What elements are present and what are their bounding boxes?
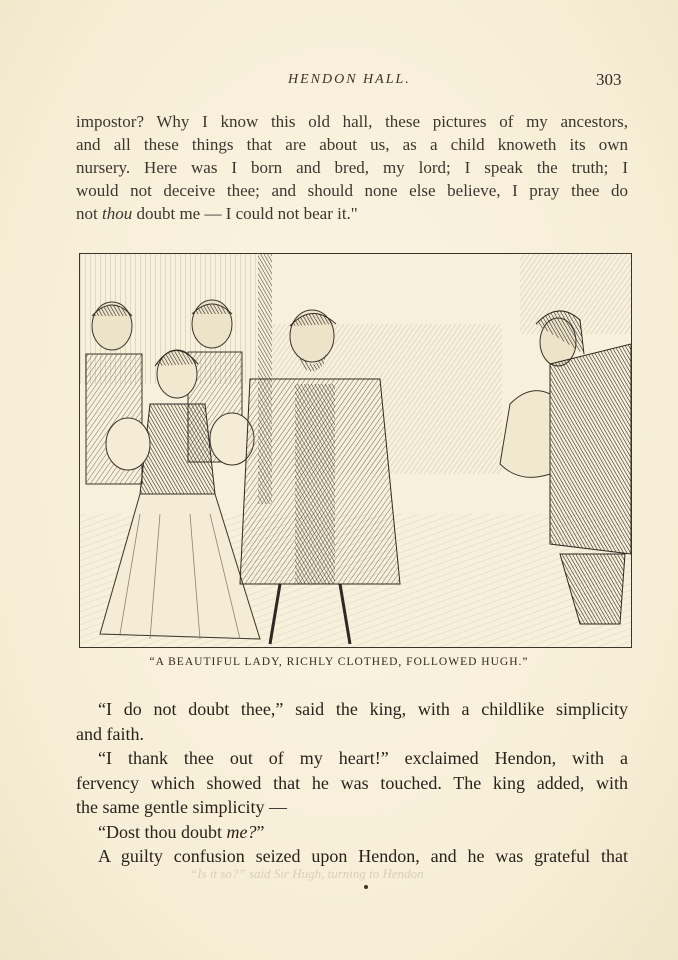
running-head [0, 70, 678, 92]
bottom-paragraphs [76, 697, 628, 869]
text-line: impostor? Why I know this old hall, these pictures of my ancestors, [76, 112, 628, 131]
text-line: fervency which showed that he was touched. The king added, with [76, 772, 628, 793]
top-paragraph [76, 110, 628, 225]
emphasis-me: me? [226, 821, 257, 842]
engraving-art [80, 254, 631, 647]
text-line: the same gentle simplicity — [76, 797, 287, 817]
text-line: and all these things that are about us, as a child knoweth its own [76, 135, 628, 154]
text-line: nursery. Here was I born and bred, my lord; I speak the truth; I [76, 158, 628, 177]
text-line: “I do not doubt thee,” said the king, with a childlike simplicity [98, 699, 628, 719]
text-line: A guilty confusion seized upon Hendon, and he was grateful that [98, 846, 628, 866]
engraving-illustration [79, 253, 632, 648]
ink-speck [364, 885, 368, 889]
text-fragment: not [76, 204, 102, 223]
emphasis-thou: thou [101, 204, 133, 223]
text-fragment: “Dost thou doubt [98, 821, 227, 842]
running-title: HENDON HALL. [288, 72, 411, 87]
page-number: 303 [596, 70, 622, 89]
illustration-caption: “A BEAUTIFUL LADY, RICHLY CLOTHED, FOLLOWED HUGH.” [149, 656, 529, 668]
text-line: and faith. [76, 723, 144, 744]
text-fragment: doubt me — I could not bear it." [132, 204, 358, 223]
bleed-through-text: “Is it so?” said Sir Hugh, turning to Hendon [190, 866, 424, 881]
text-line: “I thank thee out of my heart!” exclaimed Hendon, with a [98, 748, 628, 768]
text-fragment: ” [256, 821, 265, 842]
text-line: would not deceive thee; and should none else believe, I pray thee do [76, 181, 628, 200]
text-line [76, 820, 628, 845]
text-line [76, 202, 628, 225]
